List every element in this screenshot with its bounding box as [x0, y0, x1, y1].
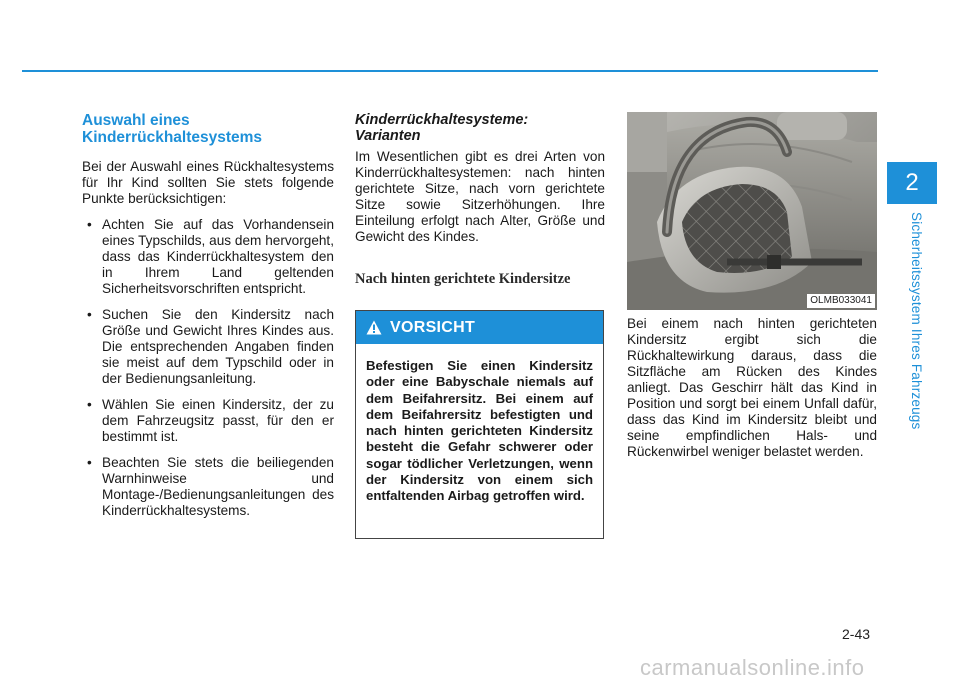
- left-column: [82, 112, 334, 529]
- list-item: • Beachten Sie stets die beiliegenden Warnhinweise und Montage-/Bedienungsanleitungen des Kinderrückhaltesystems.: [82, 455, 334, 519]
- rear-facing-paragraph: Bei einem nach hinten gerichteten Kindersitz ergibt sich die Rückhaltewirkung daraus, dass die Sitzfläche am Rücken des Kindes anliegt. Das Geschirr hält das Kind in Position und sorgt bei einem Unfall dafür, dass das Kind im Kindersitz bleibt und seine empfindlichen Hals- und Rückenwirbel weniger belastet werden.: [627, 316, 877, 459]
- section-heading-auswahl: [82, 112, 334, 146]
- caution-text: Befestigen Sie einen Kindersitz oder eine Babyschale niemals auf dem Beifahrersitz. Bei einem auf dem Beifahrersitz befestigten und nach hinten gerichteten Kindersitz besteht die Gefahr schwerer oder sogar tödlicher Verletzungen, wenn der Kindersitz von einem sich entfaltenden Airbag getroffen wird.: [366, 358, 593, 504]
- varianten-heading-line1: Kinderrückhaltesysteme:: [355, 112, 529, 128]
- varianten-heading-line2: Varianten: [355, 128, 421, 144]
- watermark: carmanualsonline.info: [640, 655, 865, 680]
- middle-column: [355, 112, 605, 287]
- intro-paragraph: Bei der Auswahl eines Rückhaltesystems für Ihr Kind sollten Sie stets folgende Punkte berücksichtigen:: [82, 159, 334, 206]
- warning-icon: [366, 320, 382, 335]
- chapter-number-tab[interactable]: [887, 162, 937, 204]
- list-item: • Achten Sie auf das Vorhandensein eines Typschilds, aus dem hervorgeht, dass das Kinderrückhaltesystem den in Ihrem Land geltenden Sicherheitsvorschriften entspricht.: [82, 217, 334, 297]
- varianten-paragraph: Im Wesentlichen gibt es drei Arten von Kinderrückhaltesystemen: nach hinten gerichtete Sitze, nach vorn gerichtete Sitze sowie Sitzerhöhungen. Ihre Einteilung erfolgt nach Alter, Größe und Gewicht des Kindes.: [355, 149, 605, 244]
- list-item: • Wählen Sie einen Kindersitz, der zu dem Fahrzeugsitz passt, für den er bestimmt ist.: [82, 397, 334, 445]
- right-column: [627, 316, 877, 470]
- chapter-number: 2: [905, 169, 919, 196]
- section-heading-varianten: [355, 112, 605, 144]
- chapter-title: Sicherheitssystem Ihres Fahrzeugs: [909, 212, 924, 430]
- header-rule: [22, 70, 878, 72]
- subheading-rear-facing: Nach hinten gerichtete Kindersitze: [355, 271, 571, 287]
- rear-facing-child-seat-illustration: [627, 112, 877, 310]
- checklist: [82, 217, 334, 519]
- section-heading-line1: Auswahl eines: [82, 112, 190, 129]
- caution-label: VORSICHT: [390, 318, 476, 336]
- caution-header: [356, 311, 603, 344]
- caution-box: [355, 310, 604, 539]
- child-seat-photo: [627, 112, 877, 310]
- page-number: 2-43: [842, 626, 871, 642]
- image-code: OLMB033041: [807, 294, 875, 308]
- list-item: • Suchen Sie den Kindersitz nach Größe und Gewicht Ihres Kindes aus. Die entsprechenden Angaben finden sie meist auf dem Typschild oder in der Bedienungsanleitung.: [82, 307, 334, 387]
- section-heading-line2: Kinderrückhaltesystems: [82, 129, 263, 146]
